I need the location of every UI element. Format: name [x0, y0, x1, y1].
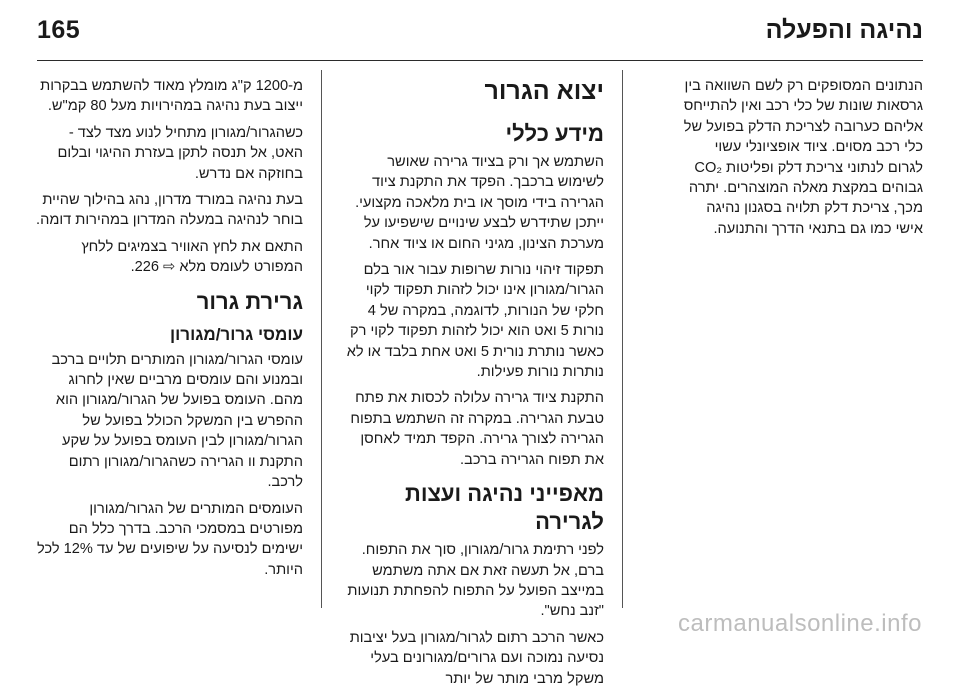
driving-tips-heading: מאפייני נהיגה ועצות לגרירה — [405, 481, 604, 535]
body-paragraph: הנתונים המסופקים רק לשם השוואה בין גרסאות שונות של כלי רכב ואין להתייחס אליהם כערובה לצריכת הדלק בפועל של כלי רכב מסוים. ציוד אופציונלי עשוי לגרום לנתוני צריכת דלק ופליטות CO₂ גבוהים במקצת מאלה המוצהרים. יתרה מכך, צריכת דלק תלויה בסגנון נהיגה אישי כמו גם בתנאי הדרך והתנועה. — [683, 78, 923, 237]
column-left — [36, 76, 303, 586]
body-paragraph: השתמש אך ורק בציוד גרירה שאושר לשימוש ברכבך. הפקד את התקנת ציוד הגרירה בידי מוסך או בית מלאכה מקצועי. ייתכן שתידרש לבצע שינויים שישפיעו על מערכת הצינון, מגיני החום או ציוד אחר. — [355, 154, 604, 252]
body-paragraph: כאשר הרכב רתום לגרור/מגורון בעל יציבות נסיעה נמוכה ועם גרורים/מגורונים בעלי משקל מרבי מותר של יותר — [349, 629, 604, 687]
page-header — [0, 0, 960, 62]
trailer-towing-heading: גרירת גרור — [196, 288, 303, 314]
page-number: 165 — [37, 16, 81, 44]
column-divider-right — [622, 70, 623, 608]
body-paragraph: מ-1200 ק"ג מומלץ מאוד להשתמש בבקרות ייצוב בעת נהיגה במהירויות מעל 80 קמ"ש. — [40, 78, 303, 115]
column-divider-left — [321, 70, 322, 608]
general-info-heading: מידע כללי — [505, 121, 604, 146]
body-paragraph: התאם את לחץ האוויר בצמיגים ללחץ המפורט לעומס מלא ⇨ 226. — [81, 238, 303, 276]
body-paragraph: עומסי הגרור/מגורון המותרים תלויים ברכב ובמנוע והם עומסים מרביים שאין לחרוג מהם. העומס בפועל של הגרור/מגורון הוא ההפרש בין המשקל הכולל בפועל של הגרור/מגורון לבין העומס בפועל על שקע התקנת וו הגרירה כשהגרור/מגורון רתום לרכב. — [51, 351, 303, 491]
body-paragraph: לפני רתימת גרור/מגורון, סוך את התפוח. ברם, אל תעשה זאת אם אתה משתמש במייצב הפועל על התפוח להפחתת תנועות "זנב נחש". — [347, 542, 604, 620]
body-paragraph: התקנת ציוד גרירה עלולה לכסות את פתח טבעת הגרירה. במקרה זה השתמש בתפוח הגרירה לצורך גרירה. הקפד תמיד לאחסן את תפוח הגרירה ברכב. — [350, 390, 604, 468]
body-paragraph: תפקוד זיהוי נורות שרופות עבור אור בלם הגרור/מגורון אינו יכול לזהות תפקוד לקוי חלקי של הנורות, לדוגמה, במקרה של 4 נורות 5 ואט הוא יכול לזהות תפקוד לקוי רק כאשר נותרת נורית 5 ואט אחת בלבד או לא נותרות נורות פעילות. — [346, 262, 604, 381]
trailer-loads-heading: עומסי גרור/מגורון — [170, 324, 303, 344]
chapter-title: נהיגה והפעלה — [765, 16, 923, 44]
body-paragraph: כשהגרור/מגורון מתחיל לנוע מצד לצד - האט, אל תנסה לתקן בעזרת ההיגוי ובלום בחוזקה אם נדרש. — [57, 124, 303, 182]
column-right — [678, 76, 923, 245]
header-rule — [37, 60, 923, 61]
watermark: carmanualsonline.info — [678, 610, 922, 637]
column-middle — [342, 76, 604, 695]
body-paragraph: בעת נהיגה במורד מדרון, נהג בהילוך שהיית בוחר לנהיגה במעלה המדרון במהירות דומה. — [36, 192, 303, 229]
body-paragraph: העומסים המותרים של הגרור/מגורון מפורטים במסמכי הרכב. בדרך כלל הם ישימים לנסיעה על שיפועים של עד 12% לכל היותר. — [37, 500, 303, 578]
section-title: יצוא הגרור — [484, 77, 604, 105]
